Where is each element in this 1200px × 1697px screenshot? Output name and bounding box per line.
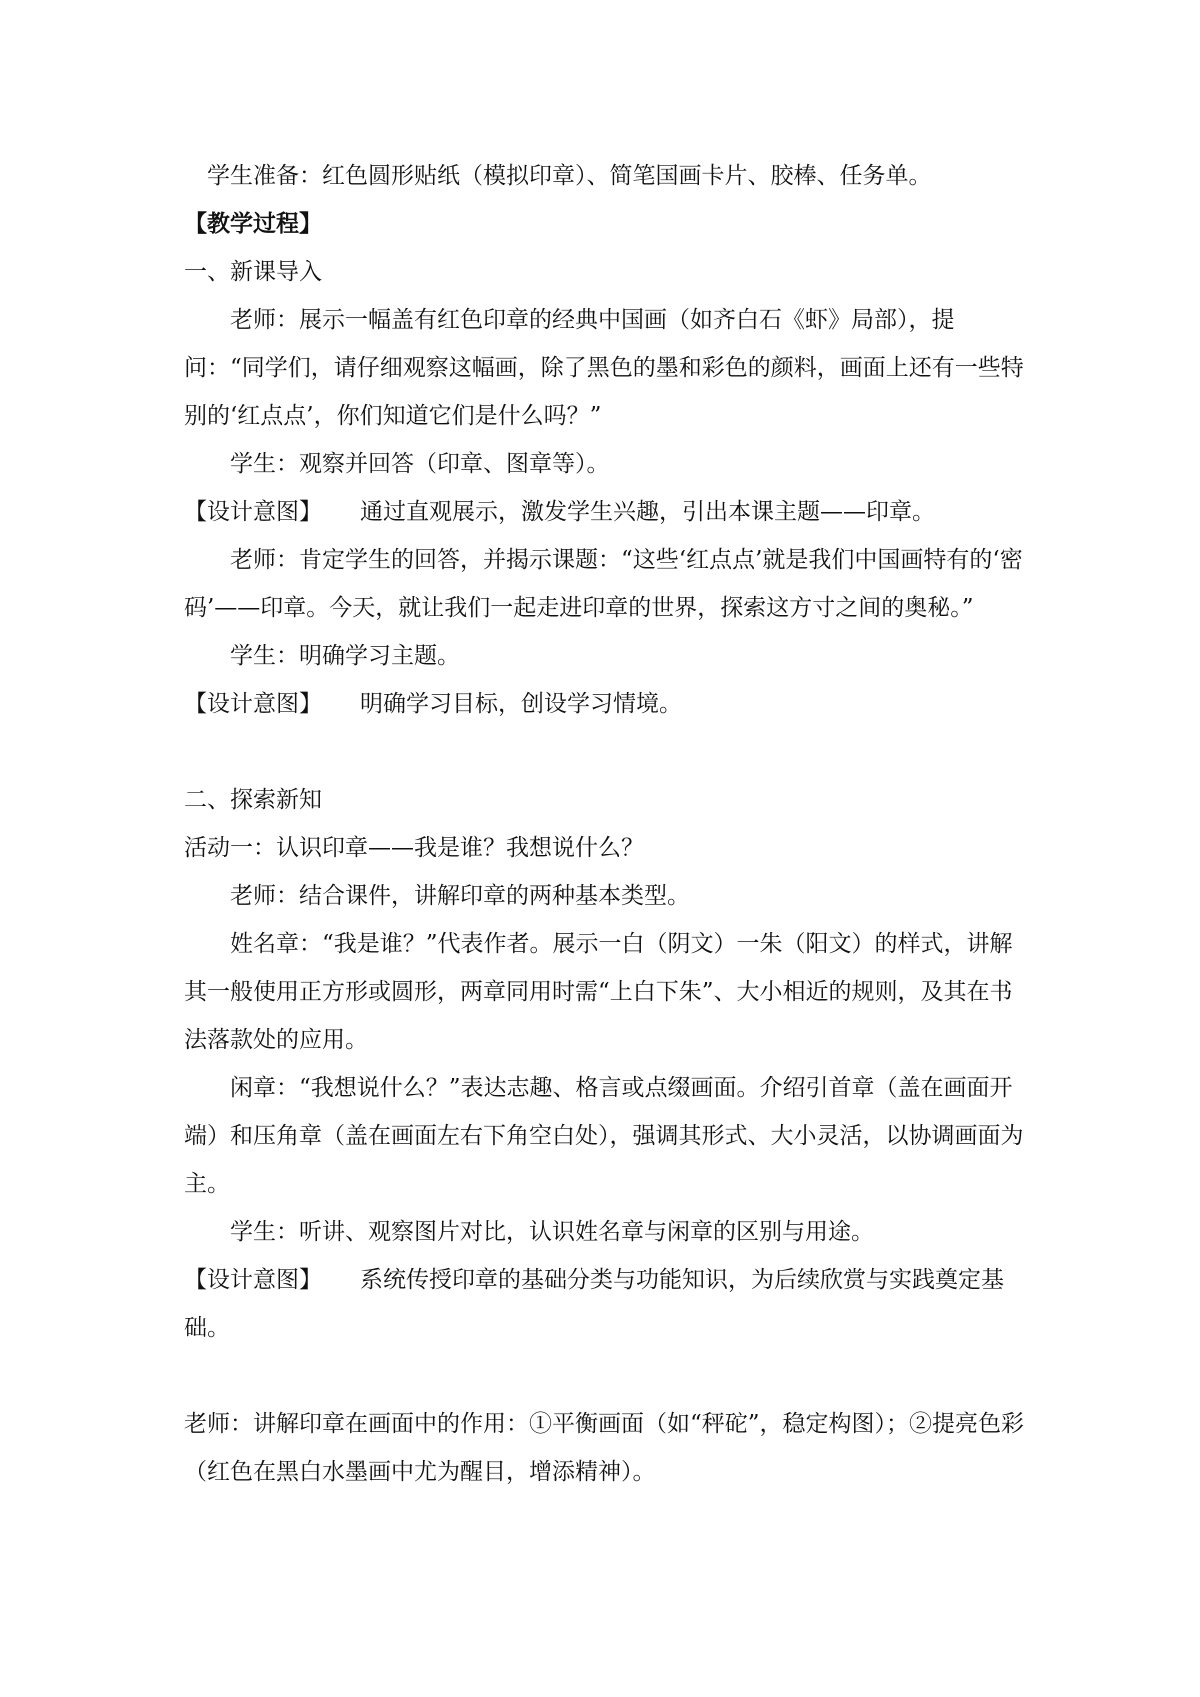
design-intent-text: 通过直观展示，激发学生兴趣，引出本课主题——印章。 — [360, 499, 935, 525]
design-intent-1 — [184, 488, 1034, 536]
student-preparation: 学生准备：红色圆形贴纸（模拟印章）、简笔国画卡片、胶棒、任务单。 — [207, 163, 932, 189]
document-body — [184, 152, 1034, 1496]
paragraph-seal-function: 老师：讲解印章在画面中的作用：①平衡画面（如“秤砣”，稳定构图）；②提亮色彩（红色在黑白水墨画中尤为醒目，增添精神）。 — [184, 1411, 1025, 1485]
spacer — [184, 728, 1034, 776]
design-intent-text: 明确学习目标，创设学习情境。 — [360, 691, 682, 717]
paragraph-teacher-topic: 老师：肯定学生的回答，并揭示课题：“这些‘红点点’就是我们中国画特有的‘密码’——印章。今天，就让我们一起走进印章的世界，探索这方寸之间的奥秘。” — [184, 547, 1023, 621]
part1-title: 一、新课导入 — [184, 259, 322, 285]
activity1-title: 活动一：认识印章——我是谁？我想说什么？ — [184, 835, 644, 861]
section-title-teaching-process: 【教学过程】 — [184, 210, 322, 237]
paragraph-student-answer: 学生：观察并回答（印章、图章等）。 — [230, 451, 610, 477]
part2-title: 二、探索新知 — [184, 787, 322, 813]
paragraph-student-compare: 学生：听讲、观察图片对比，认识姓名章与闲章的区别与用途。 — [230, 1219, 874, 1245]
design-intent-label: 【设计意图】 — [184, 691, 322, 717]
paragraph-teacher-types: 老师：结合课件，讲解印章的两种基本类型。 — [230, 883, 690, 909]
design-intent-label: 【设计意图】 — [184, 1267, 322, 1293]
design-intent-3 — [184, 1256, 1034, 1352]
paragraph-leisure-seal: 闲章：“我想说什么？”表达志趣、格言或点缀画面。介绍引首章（盖在画面开端）和压角章（盖在画面左右下角空白处），强调其形式、大小灵活，以协调画面为主。 — [184, 1075, 1024, 1197]
paragraph-student-topic: 学生：明确学习主题。 — [230, 643, 460, 669]
paragraph-name-seal: 姓名章：“我是谁？”代表作者。展示一白（阴文）一朱（阳文）的样式，讲解其一般使用正方形或圆形，两章同用时需“上白下朱”、大小相近的规则，及其在书法落款处的应用。 — [184, 931, 1013, 1053]
design-intent-label: 【设计意图】 — [184, 499, 322, 525]
paragraph-teacher-intro: 老师：展示一幅盖有红色印章的经典中国画（如齐白石《虾》局部），提问：“同学们，请仔细观察这幅画，除了黑色的墨和彩色的颜料，画面上还有一些特别的‘红点点’，你们知道它们是什么吗？” — [184, 307, 1024, 429]
design-intent-text: 系统传授印章的基础分类与功能知识，为后续欣赏与实践奠定基础。 — [184, 1267, 1004, 1341]
design-intent-2 — [184, 680, 1034, 728]
spacer — [184, 1352, 1034, 1400]
